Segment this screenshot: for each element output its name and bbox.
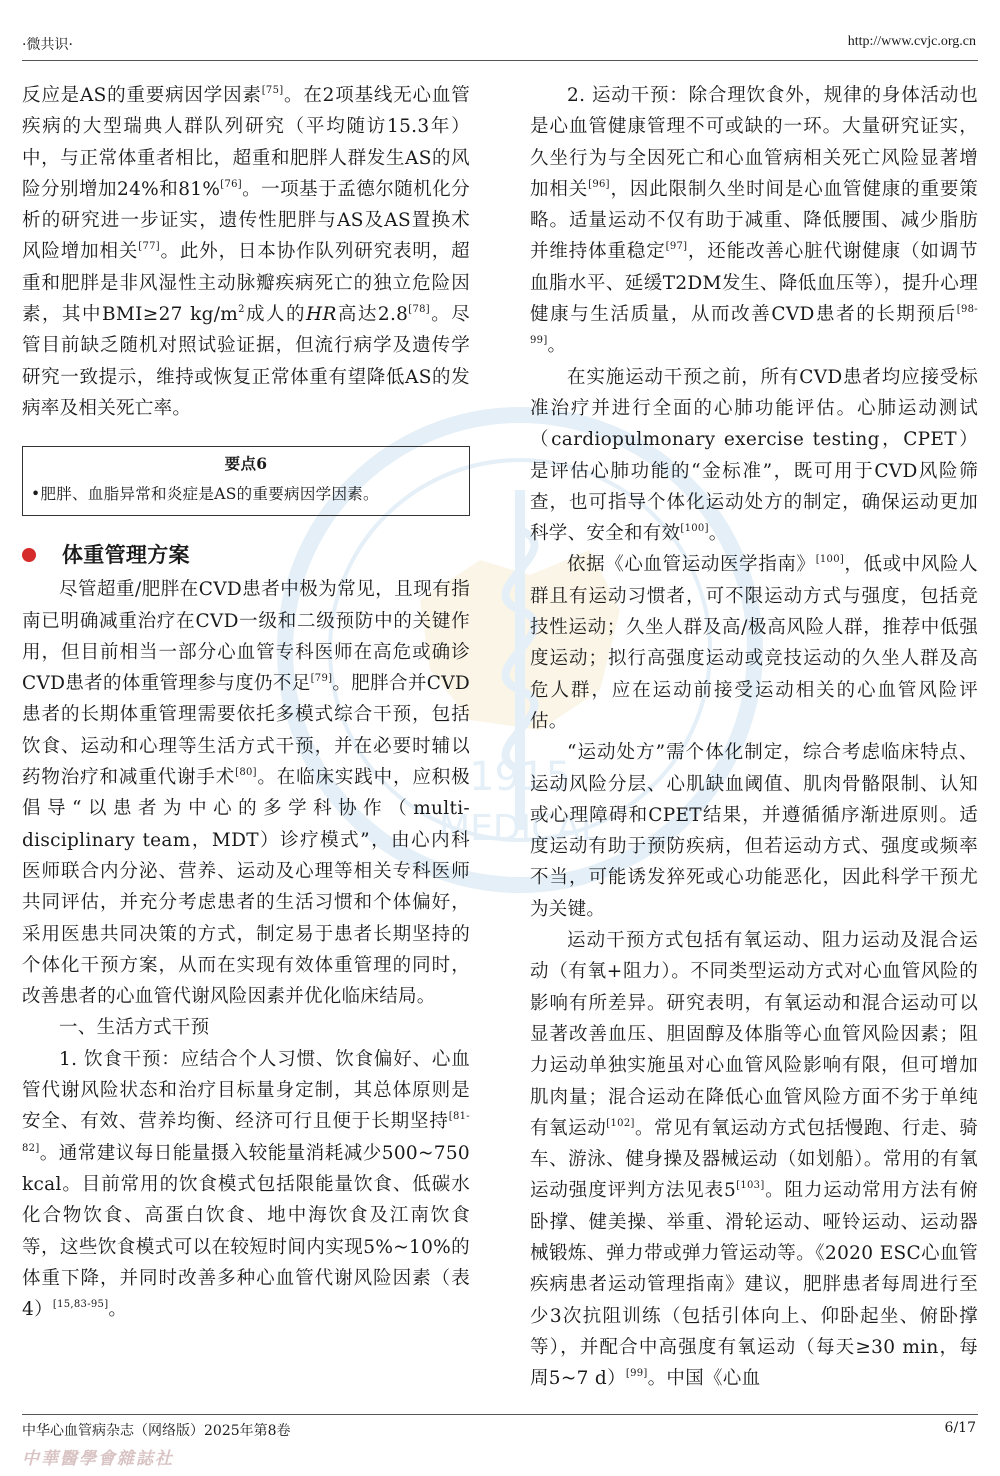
ref-100b[interactable]: [100]	[815, 554, 845, 566]
key-point-item: •肥胖、血脂异常和炎症是AS的重要病因学因素。	[31, 485, 379, 504]
paragraph-exercise-types: 运动干预方式包括有氧运动、阻力运动及混合运动（有氧+阻力）。不同类型运动方式对心血管风险的影响有所差异。研究表明，有氧运动和混合运动可以显著改善血压、胆固醇及体脂等心血管风险因素；阻力运动单独实施虽对心血管风险影响有限，但可增加肌肉量；混合运动在降低心血管风险方面不劣于单纯有氧运动[102]。常见有氧运动方式包括慢跑、行走、骑车、游泳、健身操及器械运动（如划船）。常用的有氧运动强度评判方法见表5[103]。阻力运动常用方法有俯卧撑、健美操、举重、滑轮运动、哑铃运动、运动器械锻炼、弹力带或弹力管运动等。《2020 ESC心血管疾病患者运动管理指南》建议，肥胖患者每周进行至少3次抗阻训练（包括引体向上、仰卧起坐、俯卧撑等），并配合中高强度有氧运动（每天≥30 min，每周5~7 d）[99]。中国《心血	[530, 930, 978, 1390]
ref-79[interactable]: [79]	[310, 673, 333, 685]
ref-99[interactable]: [99]	[625, 1368, 648, 1380]
ref-78[interactable]: [78]	[408, 304, 430, 316]
paragraph-as-etiology: 反应是AS的重要病因学因素[75]。在2项基线无心血管疾病的大型瑞典人群队列研究（平均随访15.3年）中，与正常体重者相比，超重和肥胖人群发生AS的风险分别增加24%和81%[76]。一项基于孟德尔随机化分析的研究进一步证实，遗传性肥胖与AS及AS置换术风险增加相关[77]。此外，日本协作队列研究表明，超重和肥胖是非风湿性主动脉瓣疾病死亡的独立危险因素，其中BMI≥27 $kg/m^2$成人的HR高达2.8[78]。尽管目前缺乏随机对照试验证据，但流行病学及遗传学研究一致提示，维持或恢复正常体重有望降低AS的发病率及相关死亡率。	[22, 85, 470, 419]
header-url[interactable]: http://www.cvjc.org.cn	[847, 34, 976, 49]
svg-text:1915: 1915	[469, 754, 571, 800]
ref-102[interactable]: [102]	[606, 1117, 635, 1129]
svg-text:MEDICAL: MEDICAL	[439, 808, 601, 849]
header-rule	[22, 60, 978, 61]
ref-98-99[interactable]: [98-99]	[530, 304, 978, 347]
right-column	[530, 80, 978, 1394]
paragraph-diet-intervention: 1. 饮食干预：应结合个人习惯、饮食偏好、心血管代谢风险状态和治疗目标量身定制，其总体原则是安全、有效、营养均衡、经济可行且便于长期坚持[81-82]。通常建议每日能量摄入较能量消耗减少500~750 kcal。目前常用的饮食模式包括限能量饮食、低碳水化合物饮食、高蛋白饮食、地中海饮食及江南饮食等，这些饮食模式可以在较短时间内实现5%~10%的体重下降，并同时改善多种心血管代谢风险因素（表4）[15,83-95]。	[22, 1048, 470, 1321]
journal-name: 中华心血管病杂志（网络版）2025年第8卷	[22, 1423, 291, 1439]
left-column	[22, 80, 470, 1325]
publisher-logo: 中華醫學會雜誌社	[22, 1449, 174, 1469]
ref-15-83-95[interactable]: [15,83-95]	[52, 1299, 109, 1311]
ref-80[interactable]: [80]	[235, 767, 257, 779]
bullet-dot-icon	[22, 548, 36, 562]
section-title: 体重管理方案	[62, 543, 190, 568]
ref-77[interactable]: [77]	[138, 241, 160, 253]
paragraph-exercise-intervention: 2. 运动干预：除合理饮食外，规律的身体活动也是心血管健康管理不可或缺的一环。大量研究证实，久坐行为与全因死亡和心血管病相关死亡风险显著增加相关[96]，因此限制久坐时间是心血管健康的重要策略。适量运动不仅有助于减重、降低腰围、减少脂肪并维持体重稳定[97]，还能改善心脏代谢健康（如调节血脂水平、延缓T2DM发生、降低血压等），提升心理健康与生活质量，从而改善CVD患者的长期预后[98-99]。	[530, 85, 979, 357]
ref-81-82[interactable]: [81-82]	[22, 1111, 470, 1154]
ref-97[interactable]: [97]	[665, 241, 688, 253]
ref-76[interactable]: [76]	[220, 178, 242, 190]
paragraph-exercise-prescription: “运动处方”需个体化制定，综合考虑临床特点、运动风险分层、心肌缺血阈值、肌肉骨骼限制、认知或心理障碍和CPET结果，并遵循循序渐进原则。适度运动有助于预防疾病，但若运动方式、强度或频率不当，可能诱发猝死或心功能恶化，因此科学干预尤为关键。	[530, 742, 978, 920]
header-section-label: ·微共识·	[22, 37, 73, 53]
paragraph-weight-management: 尽管超重/肥胖在CVD患者中极为常见，且现有指南已明确减重治疗在CVD一级和二级预防中的关键作用，但目前相当一部分心血管专科医师在高危或确诊CVD患者的体重管理参与度仍不足[79]。肥胖合并CVD患者的长期体重管理需要依托多模式综合干预，包括饮食、运动和心理等生活方式干预，并在必要时辅以药物治疗和减重代谢手术[80]。在临床实践中，应积极倡导“以患者为中心的多学科协作（multi-disciplinary team，MDT）诊疗模式”，由心内科医师联合内分泌、营养、运动及心理等相关专科医师共同评估，并充分考虑患者的生活习惯和个体偏好，采用医患共同决策的方式，制定易于患者长期坚持的个体化干预方案，从而在实现有效体重管理的同时，改善患者的心血管代谢风险因素并优化临床结局。	[22, 579, 470, 1008]
page-number: 6/17	[944, 1420, 976, 1436]
key-point-box	[22, 446, 470, 516]
subheading-lifestyle: 一、生活方式干预	[59, 1017, 210, 1039]
ref-75[interactable]: [75]	[261, 85, 284, 96]
paragraph-cpet: 在实施运动干预之前，所有CVD患者均应接受标准治疗并进行全面的心肺功能评估。心肺运动测试（cardiopulmonary exercise testing，CPET）是评估心肺功能的“金标准”，既可用于CVD风险筛查，也可指导个体化运动处方的制定，确保运动更加科学、安全和有效[100]。	[530, 366, 978, 545]
key-point-title: 要点6	[224, 454, 268, 474]
ref-100[interactable]: [100]	[680, 523, 709, 535]
paragraph-guideline: 依据《心血管运动医学指南》[100]，低或中风险人群且有运动习惯者，可不限运动方式与强度，包括竞技性运动；久坐人群及高/极高风险人群，推荐中低强度运动；拟行高强度运动或竞技运动的久坐人群及高危人群，应在运动前接受运动相关的心血管风险评估。	[530, 554, 978, 732]
ref-96[interactable]: [96]	[588, 178, 610, 190]
section-heading	[22, 540, 470, 570]
ref-103[interactable]: [103]	[736, 1180, 765, 1192]
footer-rule	[22, 1414, 978, 1415]
